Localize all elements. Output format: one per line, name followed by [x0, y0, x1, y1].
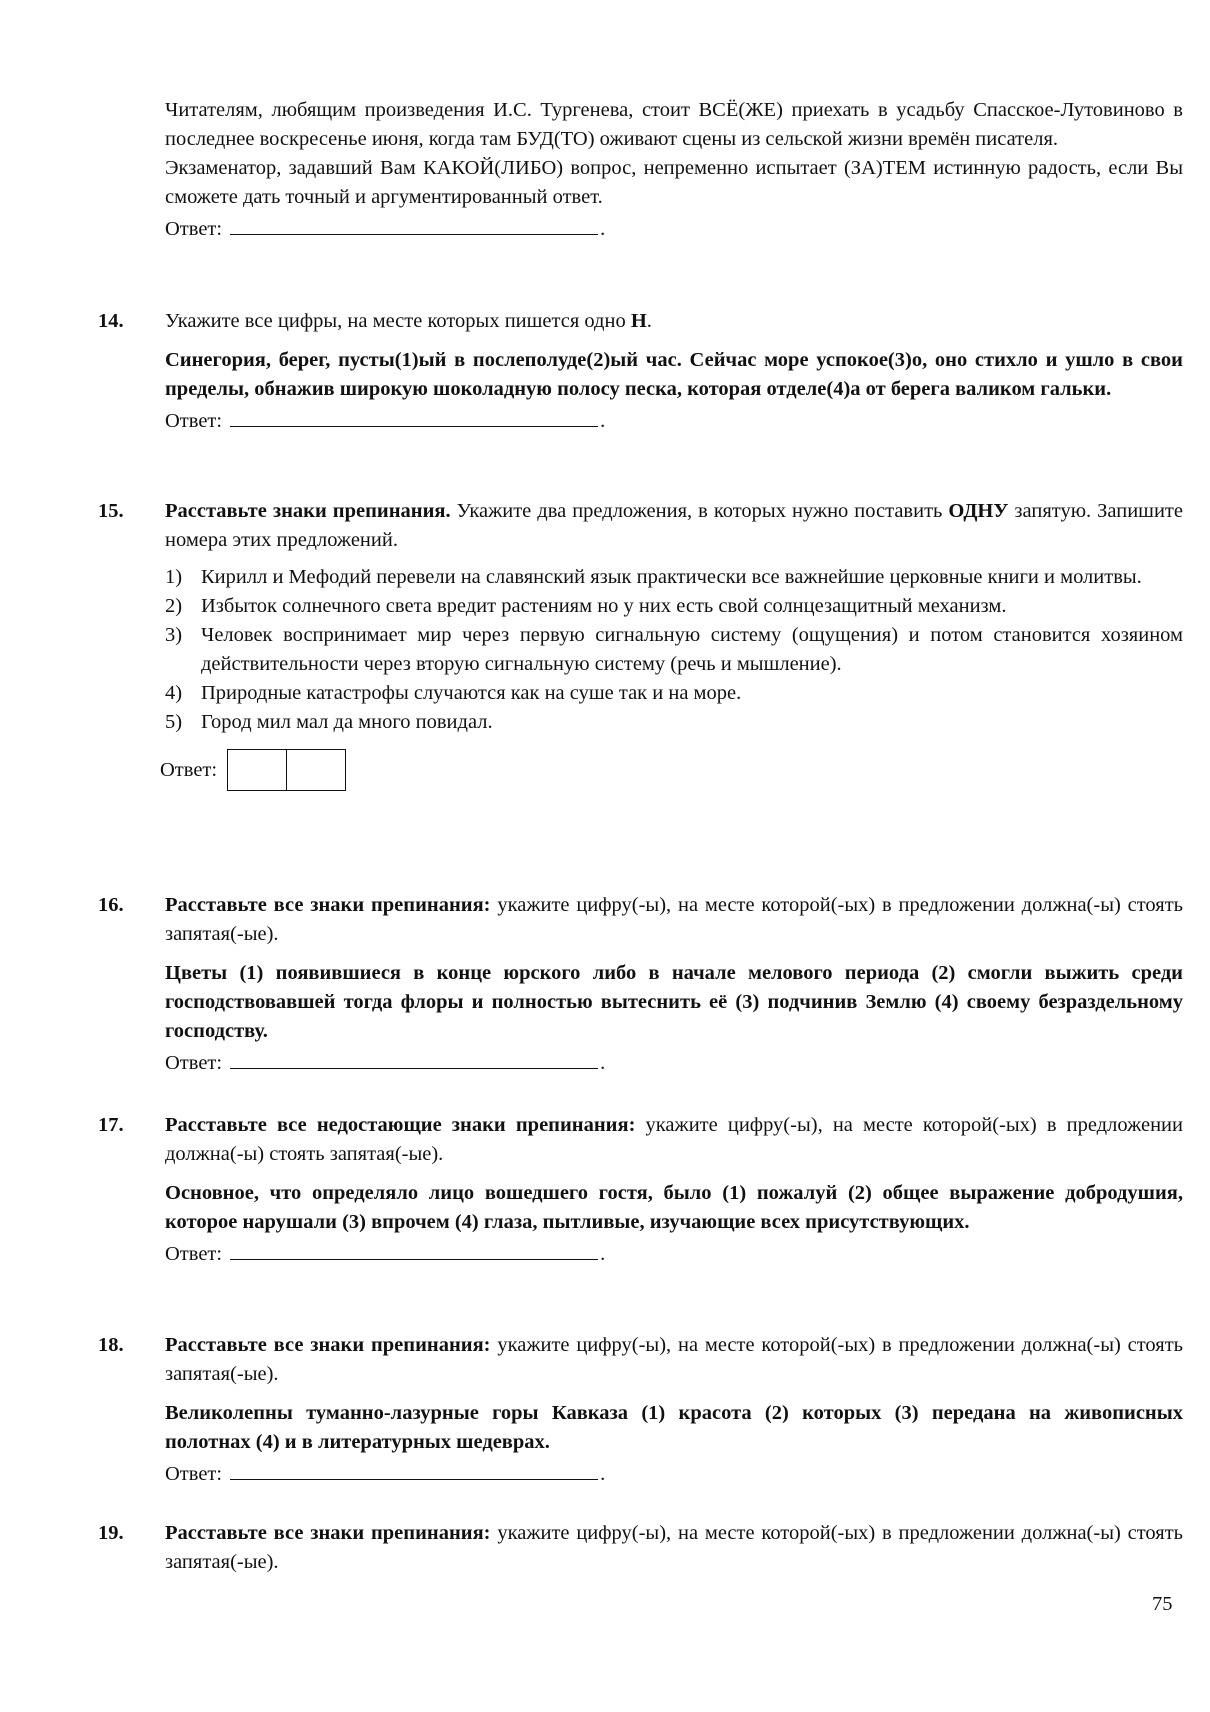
task18	[165, 1331, 1183, 1489]
option-1: 1) Кирилл и Мефодий перевели на славянский язык практически все важнейшие церковные книги и молитвы.	[165, 566, 1142, 588]
answer-box-1[interactable]	[227, 749, 287, 791]
answer-label: Ответ:	[165, 218, 223, 240]
task19	[165, 1519, 1183, 1577]
answer-label: Ответ:	[165, 410, 223, 432]
task14-prompt: Укажите все цифры, на месте которых пишется одно Н.	[165, 310, 652, 332]
task18-answer: Ответ: .	[165, 1457, 1183, 1489]
task15-options	[165, 563, 1183, 737]
answer-label: Ответ:	[165, 1243, 223, 1265]
task15-number: 15.	[98, 500, 124, 522]
answer-field[interactable]	[230, 1046, 598, 1069]
task15-prompt: Расставьте знаки препинания. Укажите два предложения, в которых нужно поставить ОДНУ запятую. Запишите номера этих предложений.	[165, 500, 1183, 551]
task18-text: Великолепны туманно-лазурные горы Кавказа (1) красота (2) которых (3) передана на живописных полотнах (4) и в литературных шедеврах.	[165, 1402, 1183, 1453]
task16-text: Цветы (1) появившиеся в конце юрского либо в начале мелового периода (2) смогли выжить среди господствовавшей тогда флоры и полностью вытеснить её (3) подчинив Землю (4) своему безраздельному господству.	[165, 962, 1183, 1042]
answer-field[interactable]	[230, 1457, 598, 1480]
answer-field[interactable]	[230, 1237, 598, 1260]
task16-number: 16.	[98, 894, 124, 916]
task18-prompt: Расставьте все знаки препинания: укажите цифру(-ы), на месте которой(-ых) в предложении должна(-ы) стоять запятая(-ые).	[165, 1334, 1184, 1385]
answer-boxes	[227, 749, 346, 791]
intro-paragraph-2: Экзаменатор, задавший Вам КАКОЙ(ЛИБО) вопрос, непременно испытает (ЗА)ТЕМ истинную радость, если Вы сможете дать точный и аргументированный ответ.	[165, 157, 1183, 208]
intro-paragraph-1: Читателям, любящим произведения И.С. Тургенева, стоит ВСЁ(ЖЕ) приехать в усадьбу Спасское-Лутовиново в последнее воскресенье июня, когда там БУД(ТО) оживают сцены из сельской жизни времён писателя.	[165, 99, 1183, 150]
task16	[165, 891, 1183, 1078]
task13-answer: Ответ: .	[165, 212, 1183, 244]
answer-field[interactable]	[230, 212, 598, 235]
page-number: 75	[1152, 1593, 1173, 1615]
task17-number: 17.	[98, 1114, 124, 1136]
task17-prompt: Расставьте все недостающие знаки препинания: укажите цифру(-ы), на месте которой(-ых) в предложении должна(-ы) стоять запятая(-ые).	[165, 1114, 1183, 1165]
task14-answer: Ответ: .	[165, 404, 1183, 436]
task14-number: 14.	[98, 310, 124, 332]
option-2: 2) Избыток солнечного света вредит растениям но у них есть свой солнцезащитный механизм.	[165, 595, 1007, 617]
answer-label: Ответ:	[165, 1052, 223, 1074]
task17	[165, 1111, 1183, 1269]
option-5: 5) Город мил мал да много повидал.	[165, 711, 493, 733]
task15-answer	[160, 749, 1183, 791]
task16-answer: Ответ: .	[165, 1046, 1183, 1078]
task19-prompt: Расставьте все знаки препинания: укажите цифру(-ы), на месте которой(-ых) в предложении должна(-ы) стоять запятая(-ые).	[165, 1522, 1184, 1573]
task18-number: 18.	[98, 1334, 124, 1356]
task19-number: 19.	[98, 1522, 124, 1544]
task15	[160, 497, 1183, 791]
task16-prompt: Расставьте все знаки препинания: укажите цифру(-ы), на месте которой(-ых) в предложении должна(-ы) стоять запятая(-ые).	[165, 894, 1184, 945]
task17-answer: Ответ: .	[165, 1237, 1183, 1269]
task14	[165, 307, 1183, 436]
task17-text: Основное, что определяло лицо вошедшего гостя, было (1) пожалуй (2) общее выражение добродушия, которое нарушали (3) впрочем (4) глаза, пытливые, изучающие всех присутствующих.	[165, 1182, 1183, 1233]
option-3: 3) Человек воспринимает мир через первую сигнальную систему (ощущения) и потом становится хозяином действительности через вторую сигнальную систему (речь и мышление).	[165, 624, 1183, 675]
answer-box-2[interactable]	[287, 749, 346, 791]
answer-label: Ответ:	[165, 1463, 223, 1485]
option-4: 4) Природные катастрофы случаются как на суше так и на море.	[165, 682, 742, 704]
answer-label: Ответ:	[160, 758, 218, 781]
task14-text: Синегория, берег, пусты(1)ый в послеполуде(2)ый час. Сейчас море успокое(3)о, оно стихло и ушло в свои пределы, обнажив широкую шоколадную полосу песка, которая отделе(4)а от берега валиком гальки.	[165, 349, 1183, 400]
task13-continuation	[165, 96, 1183, 244]
answer-field[interactable]	[230, 404, 598, 427]
